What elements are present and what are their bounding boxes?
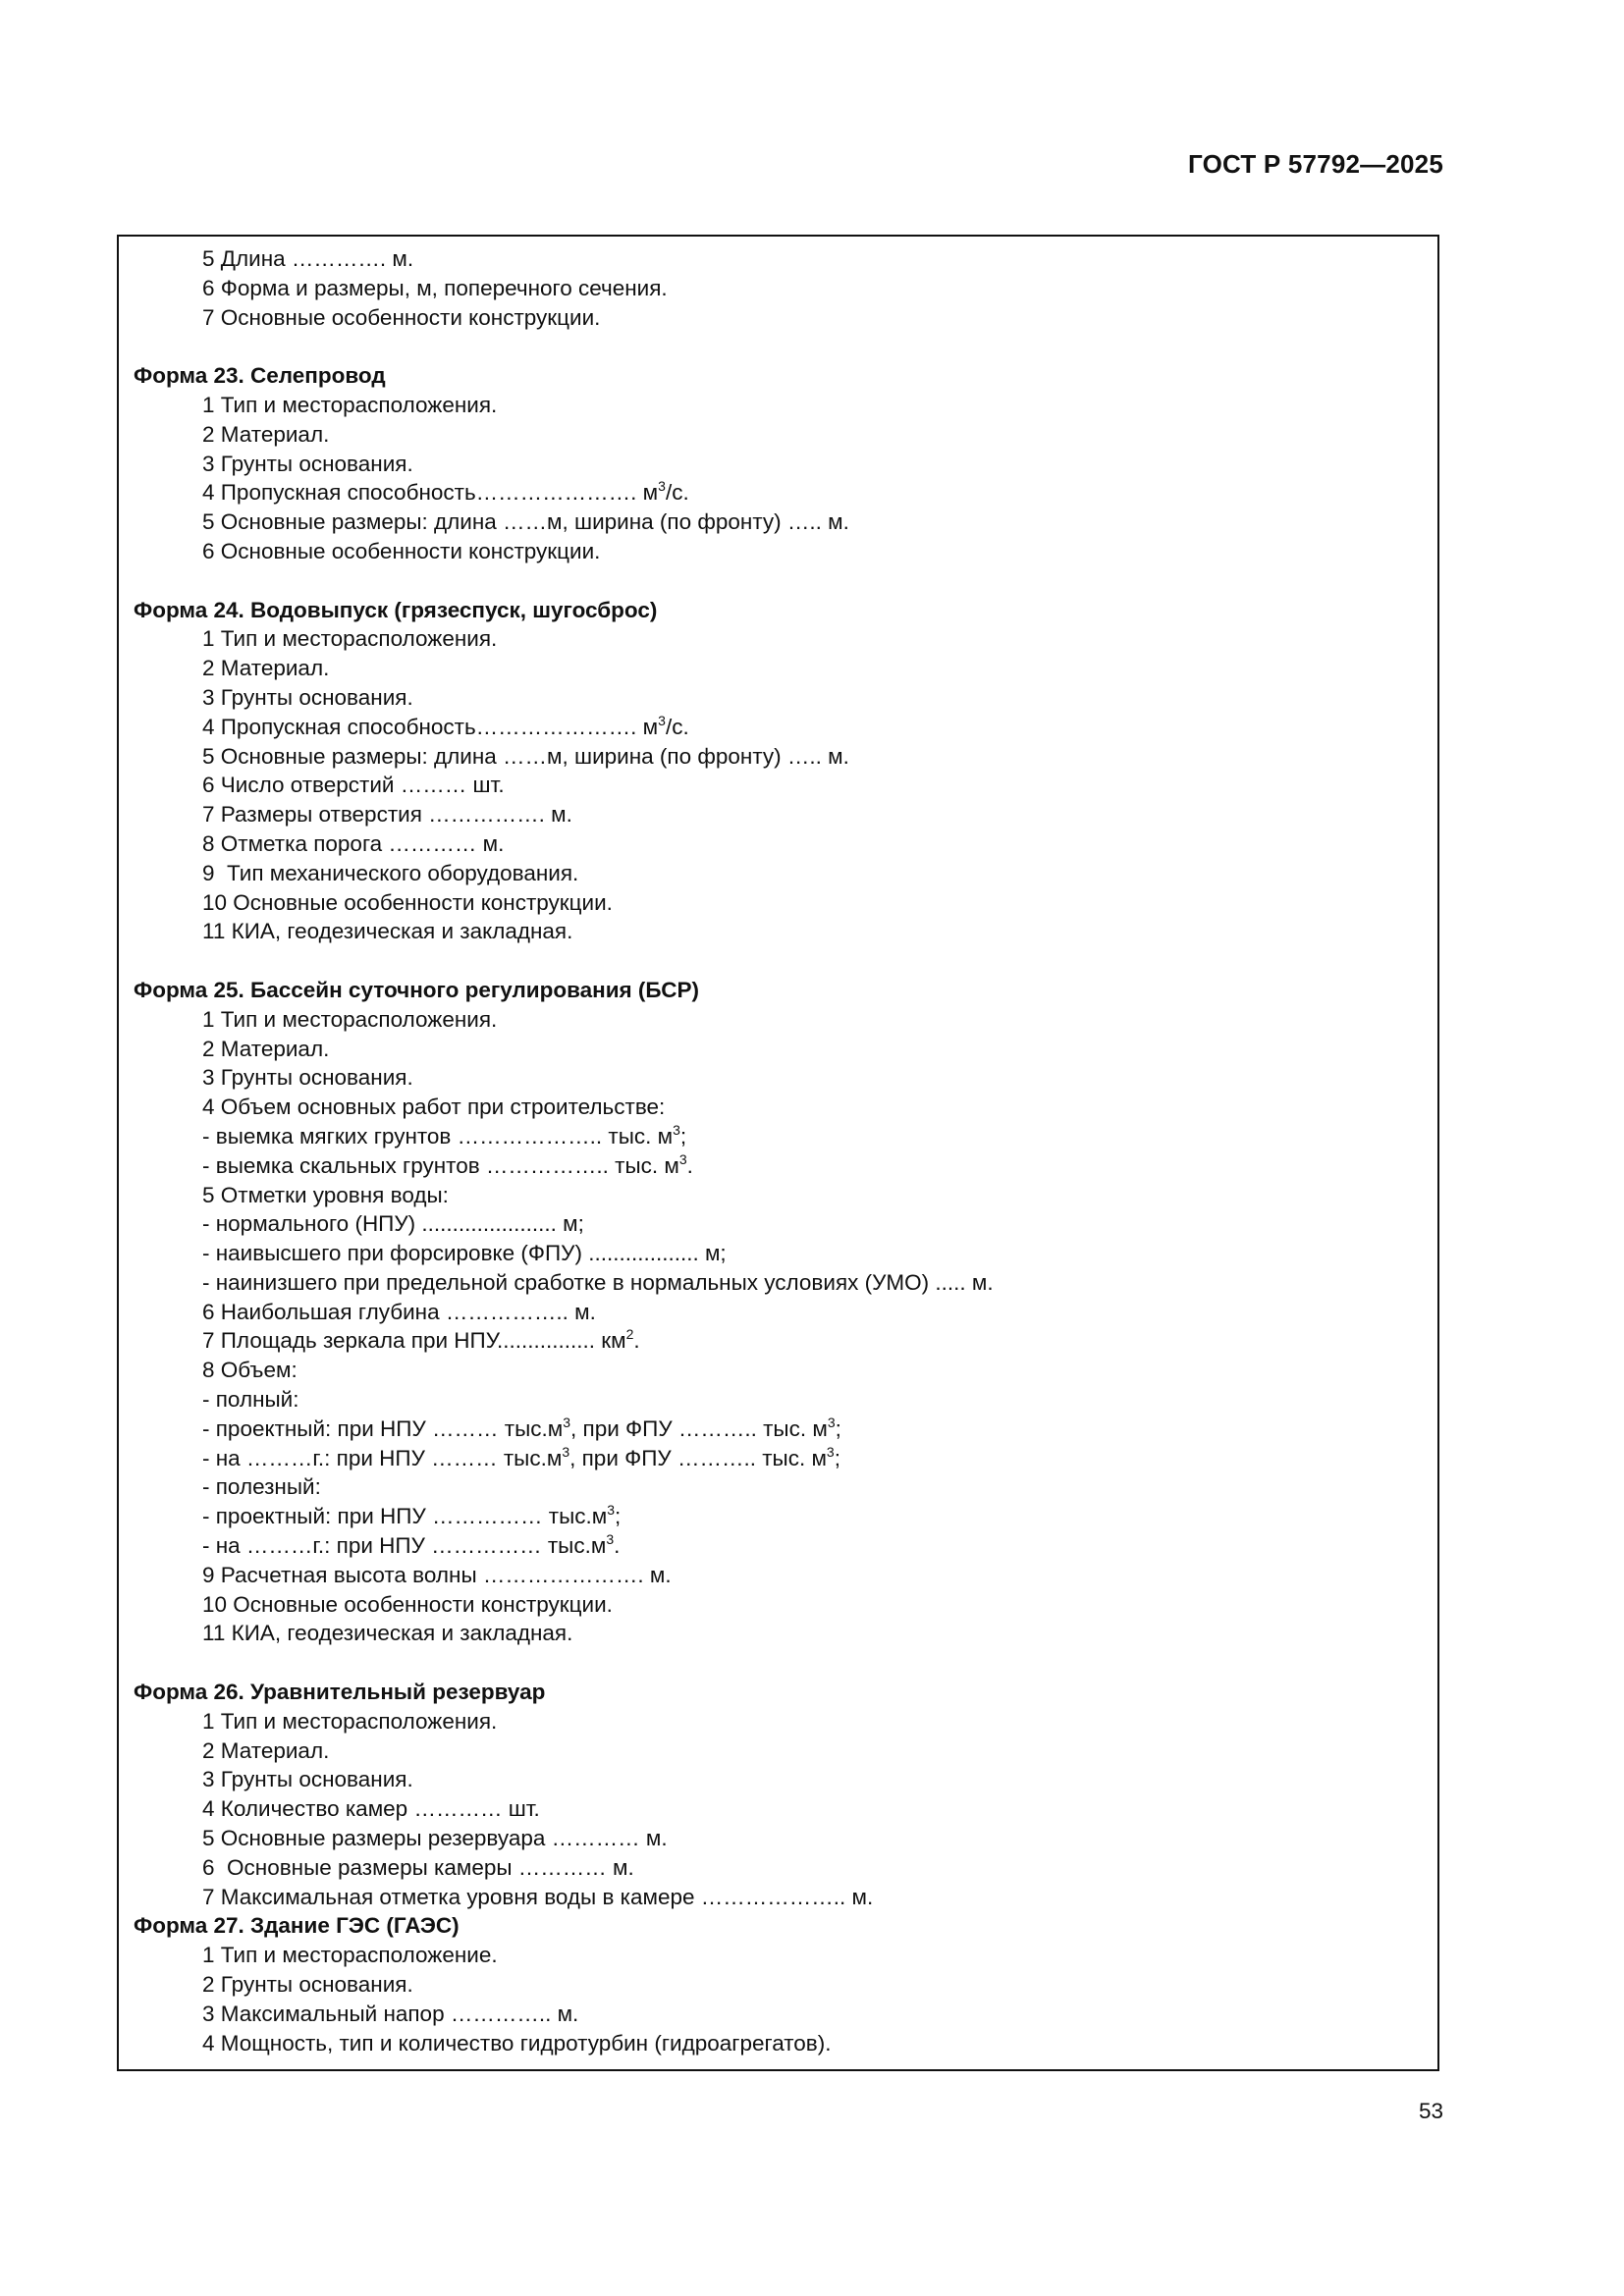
document-code: ГОСТ Р 57792—2025 — [1188, 149, 1443, 179]
form-25-title: Форма 25. Бассейн суточного регулирования (БСР) — [134, 977, 700, 1002]
forms-content — [134, 244, 1428, 2057]
forms-frame — [117, 235, 1439, 2071]
form-24-title: Форма 24. Водовыпуск (грязеспуск, шугосброс) — [134, 597, 658, 622]
list-item: - полный: — [202, 1387, 299, 1413]
form-23-title: Форма 23. Селепровод — [134, 363, 386, 389]
list-item: - полезный: — [202, 1474, 321, 1500]
list-item — [134, 1326, 1428, 1356]
superscript: 3 — [562, 1443, 570, 1460]
superscript: 3 — [563, 1414, 571, 1430]
list-item — [134, 1151, 1428, 1181]
unit-tail: /с. — [665, 480, 689, 506]
superscript: 3 — [606, 1531, 615, 1548]
list-item: 2 Материал. — [202, 656, 330, 681]
list-item — [134, 713, 1428, 742]
list-item: 7 Основные особенности конструкции. — [202, 304, 601, 330]
punct: . — [614, 1533, 621, 1559]
list-item: 6 Форма и размеры, м, поперечного сечения. — [202, 275, 668, 300]
list-item: 5 Основные размеры резервуара ………… м. — [202, 1826, 668, 1851]
item-text: 7 Площадь зеркала при НПУ................ км — [202, 1328, 626, 1354]
list-item: 3 Грунты основания. — [202, 451, 413, 476]
list-item: 2 Грунты основания. — [202, 1972, 413, 1998]
list-item: 7 Максимальная отметка уровня воды в камере ……………….. м. — [202, 1884, 874, 1909]
page-number: 53 — [1418, 2099, 1443, 2123]
list-item: 6 Основные особенности конструкции. — [202, 538, 601, 563]
item-text: - на ………г.: при НПУ ……… тыс.м — [202, 1445, 563, 1470]
list-item: 1 Тип и месторасположения. — [202, 392, 498, 417]
list-item: 6 Число отверстий ……… шт. — [202, 773, 505, 798]
superscript: 3 — [827, 1414, 836, 1430]
list-item: 3 Грунты основания. — [202, 1767, 413, 1792]
list-item — [134, 1531, 1428, 1561]
list-item: 1 Тип и месторасположения. — [202, 626, 498, 652]
item-text: , при ФПУ ……….. тыс. м — [569, 1445, 827, 1470]
item-text: - проектный: при НПУ …………… тыс.м — [202, 1504, 608, 1529]
list-item: 3 Грунты основания. — [202, 1065, 413, 1091]
punct: ; — [615, 1504, 622, 1529]
punct: ; — [834, 1445, 840, 1470]
list-item: 3 Грунты основания. — [202, 684, 413, 710]
superscript: 3 — [607, 1502, 616, 1519]
list-item — [134, 1502, 1428, 1531]
superscript: 3 — [678, 1150, 687, 1167]
unit-tail: /с. — [665, 714, 689, 739]
list-item: 8 Объем: — [202, 1358, 298, 1383]
list-item: 2 Материал. — [202, 1036, 330, 1061]
punct: ; — [679, 1123, 687, 1148]
list-item: 3 Максимальный напор ………….. м. — [202, 2001, 579, 2026]
list-item: 11 КИА, геодезическая и закладная. — [202, 1621, 573, 1646]
item-text: 4 Пропускная способность…………………. м — [202, 480, 659, 506]
list-item: - наивысшего при форсировке (ФПУ) .................. м; — [202, 1241, 727, 1266]
item-text: - выемка мягких грунтов ……………….. тыс. м — [202, 1123, 674, 1148]
list-item: 11 КИА, геодезическая и закладная. — [202, 919, 573, 944]
list-item: 1 Тип и месторасположения. — [202, 1006, 498, 1032]
list-item: 2 Материал. — [202, 421, 330, 447]
spacer — [134, 1648, 1428, 1678]
punct: ; — [835, 1415, 841, 1441]
list-item: 1 Тип и месторасположение. — [202, 1943, 498, 1968]
item-text: - выемка скальных грунтов …………….. тыс. м — [202, 1152, 679, 1178]
list-item: 9 Тип механического оборудования. — [202, 860, 579, 885]
item-text: , при ФПУ ……….. тыс. м — [570, 1415, 828, 1441]
spacer — [134, 946, 1428, 976]
list-item: 4 Объем основных работ при строительстве: — [202, 1095, 666, 1120]
spacer — [134, 332, 1428, 361]
list-item: 10 Основные особенности конструкции. — [202, 1591, 613, 1617]
list-item: 4 Количество камер ………… шт. — [202, 1796, 540, 1822]
list-item: 10 Основные особенности конструкции. — [202, 889, 613, 915]
list-item: 6 Основные размеры камеры ………… м. — [202, 1854, 634, 1880]
list-item: 5 Длина …………. м. — [202, 246, 414, 271]
list-item — [134, 1415, 1428, 1444]
punct: . — [633, 1328, 640, 1354]
item-text: - на ………г.: при НПУ …………… тыс.м — [202, 1533, 607, 1559]
item-text: 4 Пропускная способность…………………. м — [202, 714, 659, 739]
form-27-title: Форма 27. Здание ГЭС (ГАЭС) — [134, 1913, 460, 1939]
list-item: 5 Основные размеры: длина ……м, ширина (по фронту) ….. м. — [202, 743, 849, 769]
item-text: - проектный: при НПУ ……… тыс.м — [202, 1415, 564, 1441]
list-item: - нормального (НПУ) ...................... м; — [202, 1211, 584, 1237]
form-26-title: Форма 26. Уравнительный резервуар — [134, 1680, 546, 1705]
spacer — [134, 566, 1428, 596]
superscript: 3 — [826, 1443, 835, 1460]
list-item: 8 Отметка порога ………… м. — [202, 830, 505, 856]
superscript: 3 — [658, 712, 666, 728]
list-item: 9 Расчетная высота волны …………………. м. — [202, 1562, 672, 1587]
list-item — [134, 1444, 1428, 1473]
list-item: 2 Материал. — [202, 1737, 330, 1763]
list-item — [134, 1122, 1428, 1151]
list-item: 6 Наибольшая глубина …………….. м. — [202, 1299, 596, 1324]
list-item: 7 Размеры отверстия ……………. м. — [202, 802, 572, 828]
superscript: 3 — [658, 478, 666, 495]
list-item — [134, 478, 1428, 507]
list-item: 1 Тип и месторасположения. — [202, 1708, 498, 1734]
superscript: 3 — [673, 1121, 680, 1138]
list-item: 5 Основные размеры: длина ……м, ширина (по фронту) ….. м. — [202, 509, 849, 535]
punct: . — [686, 1152, 693, 1178]
list-item: 5 Отметки уровня воды: — [202, 1182, 449, 1207]
superscript: 2 — [625, 1326, 634, 1343]
list-item: 4 Мощность, тип и количество гидротурбин (гидроагрегатов). — [202, 2030, 832, 2056]
list-item: - наинизшего при предельной сработке в нормальных условиях (УМО) ..... м. — [202, 1269, 994, 1295]
